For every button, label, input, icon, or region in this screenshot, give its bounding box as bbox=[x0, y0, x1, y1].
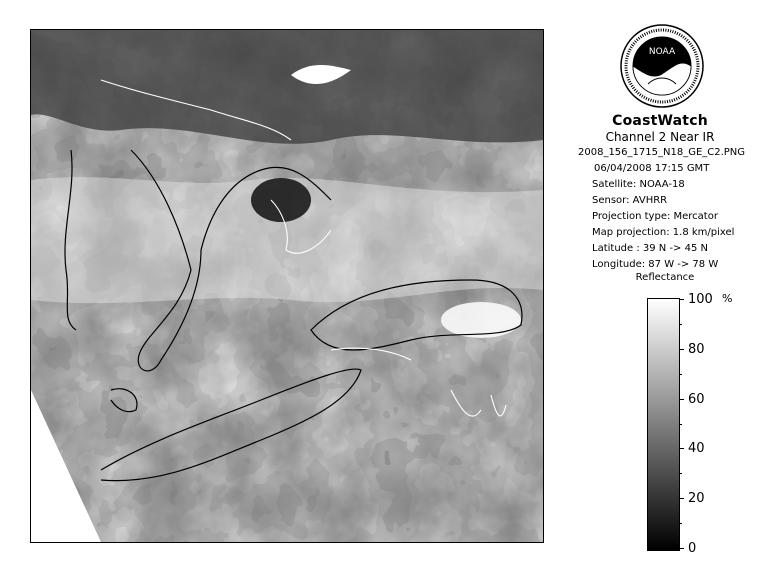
noaa-logo bbox=[620, 24, 704, 108]
map-projection: Map projection: 1.8 km/pixel bbox=[592, 227, 735, 238]
colorbar-minor-tick bbox=[679, 523, 682, 524]
brand-title: CoastWatch bbox=[612, 113, 708, 129]
colorbar-minor-tick bbox=[679, 424, 682, 425]
colorbar-tick-label: 20 bbox=[688, 491, 705, 506]
colorbar-tick bbox=[679, 399, 684, 400]
colorbar-tick bbox=[679, 548, 684, 549]
bright-cloud bbox=[441, 302, 521, 338]
channel-label: Channel 2 Near IR bbox=[605, 130, 715, 144]
colorbar-tick bbox=[679, 299, 684, 300]
sensor: Sensor: AVHRR bbox=[592, 195, 668, 206]
noaa-logo-icon bbox=[620, 24, 704, 108]
dark-land-north bbox=[31, 30, 543, 144]
colorbar-tick bbox=[679, 448, 684, 449]
colorbar-minor-tick bbox=[679, 374, 682, 375]
satellite-map bbox=[30, 29, 544, 543]
projection-type: Projection type: Mercator bbox=[592, 211, 718, 222]
colorbar-tick-label: 60 bbox=[688, 392, 705, 407]
colorbar-unit: % bbox=[722, 292, 733, 305]
colorbar-tick-label: 100 bbox=[688, 292, 713, 307]
colorbar-title: Reflectance bbox=[635, 272, 695, 283]
longitude: Longitude: 87 W -> 78 W bbox=[592, 259, 719, 270]
colorbar bbox=[647, 298, 680, 551]
colorbar-tick bbox=[679, 498, 684, 499]
svg-text:NOAA: NOAA bbox=[648, 47, 676, 57]
dark-cloud-spot bbox=[251, 178, 311, 222]
filename: 2008_156_1715_N18_GE_C2.PNG bbox=[578, 147, 746, 158]
datetime: 06/04/2008 17:15 GMT bbox=[594, 163, 710, 174]
colorbar-tick-label: 40 bbox=[688, 441, 705, 456]
colorbar-tick bbox=[679, 349, 684, 350]
colorbar-minor-tick bbox=[679, 473, 682, 474]
colorbar-tick-label: 0 bbox=[688, 541, 697, 556]
satellite-image bbox=[31, 30, 543, 542]
colorbar-tick-label: 80 bbox=[688, 342, 705, 357]
latitude: Latitude : 39 N -> 45 N bbox=[592, 243, 708, 254]
satellite: Satellite: NOAA-18 bbox=[592, 179, 685, 190]
colorbar-minor-tick bbox=[679, 324, 682, 325]
